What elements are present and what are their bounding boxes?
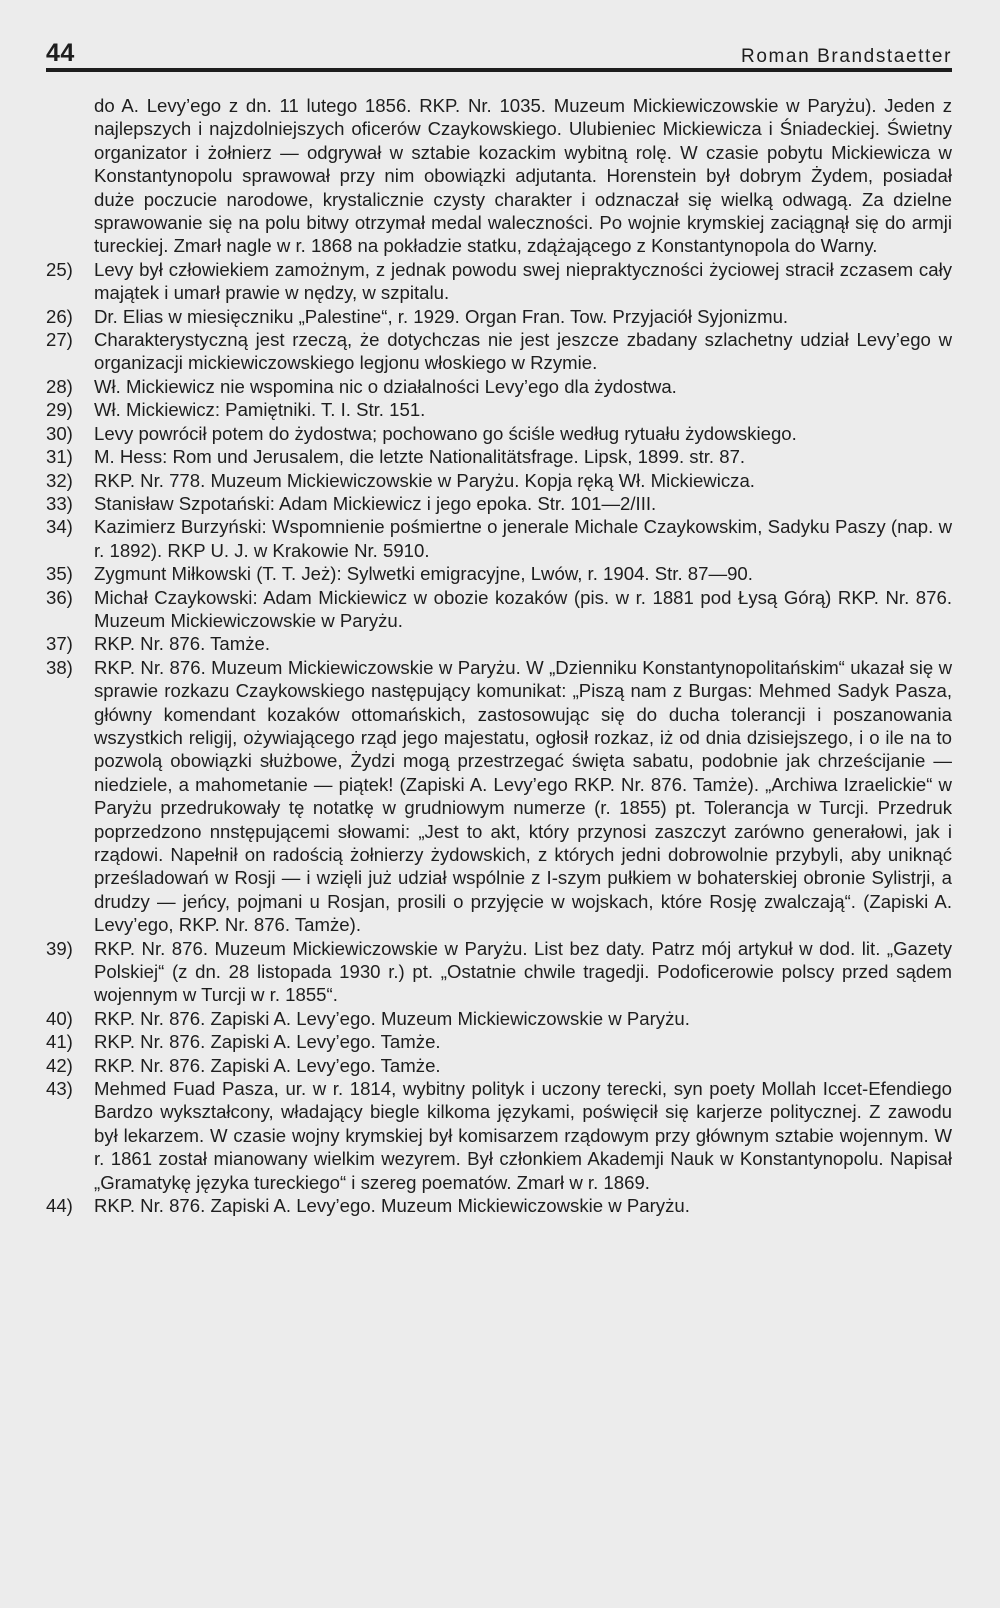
footnote-text: RKP. Nr. 876. Zapiski A. Levy’ego. Muzeum Mickiewiczowskie w Paryżu. bbox=[94, 1195, 690, 1217]
footnote-text: RKP. Nr. 876. Tamże. bbox=[94, 633, 271, 655]
footnote-item bbox=[46, 492, 952, 515]
footnote-text: Kazimierz Burzyński: Wspomnienie pośmiertne o jenerale Michale Czaykowskim, Sadyku Paszy (nap. w r. 1892). RKP U. J. w Krakowie Nr. 5910. bbox=[94, 516, 952, 561]
footnote-item bbox=[46, 305, 952, 328]
footnote-number: 27) bbox=[46, 329, 73, 351]
footnote-text: RKP. Nr. 876. Muzeum Mickiewiczowskie w Paryżu. W „Dzienniku Konstantynopolitańskim“ ukazał się w sprawie rozkazu Czaykowskiego następujący komunikat: „Piszą nam z Burgas: Mehmed Sadyk Pasza, główny komendant kozaków ottomańskich, zastosowując się do ducha tolerancji i poszanowania wszystkich religij, ożywiającego rząd jego majestatu, ogłosił rozkaz, iż od dnia dzisiejszego, i o ile na to pozwolą obowiązki służbowe, Żydzi mogą przestrzegać święta sabatu, podobnie jak chrześcijanie — niedziele, a mahometanie — piątek! (Zapiski A. Levy’ego RKP. Nr. 876. Tamże). „Archiwa Izraelickie“ w Paryżu przedrukowały tę notatkę w grudniowym numerze (r. 1855) pt. Tolerancja w Turcji. Przedruk poprzedzono nnstępującemi słowami: „Jest to akt, który przynosi zaszczyt zarówno generałowi, jak i rządowi. Napełnił on radością żołnierzy żydowskich, z których jedni dobrowolnie przybyli, aby uniknąć prześladowań w Rosji — i wzięli już udział wspólnie z I-szym pułkiem w bohaterskiej obronie Sylistrji, a drudzy — jeńcy, pojmani u Rosjan, prosili o przyjęcie w wojskach, które Rosję zwalczają“. (Zapiski A. Levy’ego, RKP. Nr. 876. Tamże). bbox=[94, 656, 952, 936]
header-rule bbox=[46, 68, 952, 72]
footnote-item bbox=[46, 656, 952, 937]
footnote-number: 35) bbox=[46, 563, 73, 585]
footnote-number: 26) bbox=[46, 305, 73, 327]
footnote-item bbox=[46, 1030, 952, 1053]
footnote-item bbox=[46, 328, 952, 375]
footnote-number: 34) bbox=[46, 516, 73, 538]
footnote-item bbox=[46, 422, 952, 445]
footnote-item bbox=[46, 937, 952, 1007]
footnote-item bbox=[46, 562, 952, 585]
footnote-number: 44) bbox=[46, 1195, 73, 1217]
footnote-number: 33) bbox=[46, 492, 73, 514]
footnote-item bbox=[46, 258, 952, 305]
footnote-text: Stanisław Szpotański: Adam Mickiewicz i jego epoka. Str. 101—2/III. bbox=[94, 492, 657, 514]
footnote-text: Charakterystyczną jest rzeczą, że dotychczas nie jest jeszcze zbadany szlachetny udział Levy’ego w organizacji mickiewiczowskiego legjonu włoskiego w Rzymie. bbox=[94, 329, 952, 374]
footnote-text: Dr. Elias w miesięczniku „Palestine“, r. 1929. Organ Fran. Tow. Przyjaciół Syjonizmu. bbox=[94, 305, 789, 327]
footnote-text: Levy powrócił potem do żydostwa; pochowano go ściśle według rytuału żydowskiego. bbox=[94, 422, 797, 444]
footnote-number: 43) bbox=[46, 1078, 73, 1100]
footnote-item bbox=[46, 1007, 952, 1030]
footnote-number: 41) bbox=[46, 1031, 73, 1053]
footnote-item bbox=[46, 1054, 952, 1077]
footnote-item bbox=[46, 469, 952, 492]
footnote-text: Michał Czaykowski: Adam Mickiewicz w obozie kozaków (pis. w r. 1881 pod Łysą Górą) RKP. Nr. 876. Muzeum Mickiewiczowskie w Paryżu. bbox=[94, 586, 952, 631]
footnote-text: RKP. Nr. 778. Muzeum Mickiewiczowskie w Paryżu. Kopja ręką Wł. Mickiewicza. bbox=[94, 469, 755, 491]
footnote-text: RKP. Nr. 876. Muzeum Mickiewiczowskie w Paryżu. List bez daty. Patrz mój artykuł w dod. lit. „Gazety Polskiej“ (z dn. 28 listopada 1930 r.) pt. „Ostatnie chwile tragedji. Podoficerowie polscy przed sądem wojennym w Turcji w r. 1855“. bbox=[94, 937, 952, 1006]
footnote-number: 31) bbox=[46, 446, 73, 468]
footnote-text: Zygmunt Miłkowski (T. T. Jeż): Sylwetki emigracyjne, Lwów, r. 1904. Str. 87—90. bbox=[94, 563, 753, 585]
footnote-item bbox=[46, 1194, 952, 1217]
footnote-number: 40) bbox=[46, 1007, 73, 1029]
footnote-text: M. Hess: Rom und Jerusalem, die letzte Nationalitätsfrage. Lipsk, 1899. str. 87. bbox=[94, 446, 746, 468]
page-number: 44 bbox=[46, 39, 75, 67]
footnote-text: Mehmed Fuad Pasza, ur. w r. 1814, wybitny polityk i uczony terecki, syn poety Mollah Iccet-Efendiego Bardzo wykształcony, władający biegle kilkoma językami, poświęcił się karjerze politycznej. Z zawodu był lekarzem. W czasie wojny krymskiej był komisarzem rządowym przy głównym sztabie wojennym. W r. 1861 został mianowany wielkim wezyrem. Był członkiem Akademji Nauk w Konstantynopolu. Napisał „Gramatykę języka tureckiego“ i szereg poematów. Zmarł w r. 1869. bbox=[94, 1078, 952, 1193]
footnote-item bbox=[46, 398, 952, 421]
footnote-item bbox=[46, 586, 952, 633]
footnote-number: 42) bbox=[46, 1054, 73, 1076]
footnote-text: RKP. Nr. 876. Zapiski A. Levy’ego. Tamże. bbox=[94, 1054, 441, 1076]
footnote-text: RKP. Nr. 876. Zapiski A. Levy’ego. Tamże. bbox=[94, 1031, 441, 1053]
footnote-item bbox=[46, 375, 952, 398]
running-head-author: Roman Brandstaetter bbox=[741, 46, 952, 67]
footnote-text: Wł. Mickiewicz nie wspomina nic o działalności Levy’ego dla żydostwa. bbox=[94, 375, 677, 397]
footnote-item bbox=[46, 632, 952, 655]
footnote-number: 28) bbox=[46, 375, 73, 397]
footnote-number: 38) bbox=[46, 656, 73, 678]
footnotes bbox=[46, 94, 952, 1218]
footnote-number: 32) bbox=[46, 469, 73, 491]
footnote-number: 30) bbox=[46, 422, 73, 444]
footnote-item bbox=[46, 1077, 952, 1194]
continued-note-text: do A. Levy’ego z dn. 11 lutego 1856. RKP. Nr. 1035. Muzeum Mickiewiczowskie w Paryżu). Jeden z najlepszych i najzdolniejszych oficerów Czaykowskiego. Ulubieniec Mickiewicza i Śniadeckiej. Świetny organizator i żołnierz — odgrywał w sztabie kozackim wybitną rolę. W czasie pobytu Mickiewicza w Konstantynopolu sprawował przy nim obowiązki adjutanta. Horenstein był dobrym Żydem, posiadał duże poczucie narodowe, krystalicznie czysty charakter i odznaczał się wielką odwagą. Za dzielne sprawowanie się na polu bitwy otrzymał medal waleczności. Po wojnie krymskiej zaciągnął się do armji tureckiej. Zmarł nagle w r. 1868 na pokładzie statku, zdążającego z Konstantynopola do Warny. bbox=[94, 95, 952, 257]
footnote-text: Levy był człowiekiem zamożnym, z jednak powodu swej niepraktyczności życiowej stracił zczasem cały majątek i umarł prawie w nędzy, w szpitalu. bbox=[94, 258, 952, 304]
footnote-item bbox=[46, 515, 952, 562]
footnote-number: 25) bbox=[46, 258, 73, 280]
footnote-number: 39) bbox=[46, 937, 73, 959]
footnote-number: 29) bbox=[46, 399, 73, 421]
footnote-text: RKP. Nr. 876. Zapiski A. Levy’ego. Muzeum Mickiewiczowskie w Paryżu. bbox=[94, 1007, 690, 1029]
footnote-item bbox=[46, 445, 952, 468]
footnote-text: Wł. Mickiewicz: Pamiętniki. T. I. Str. 151. bbox=[94, 399, 426, 421]
footnote-number: 37) bbox=[46, 633, 73, 655]
running-head bbox=[46, 30, 952, 68]
footnote-number: 36) bbox=[46, 586, 73, 608]
